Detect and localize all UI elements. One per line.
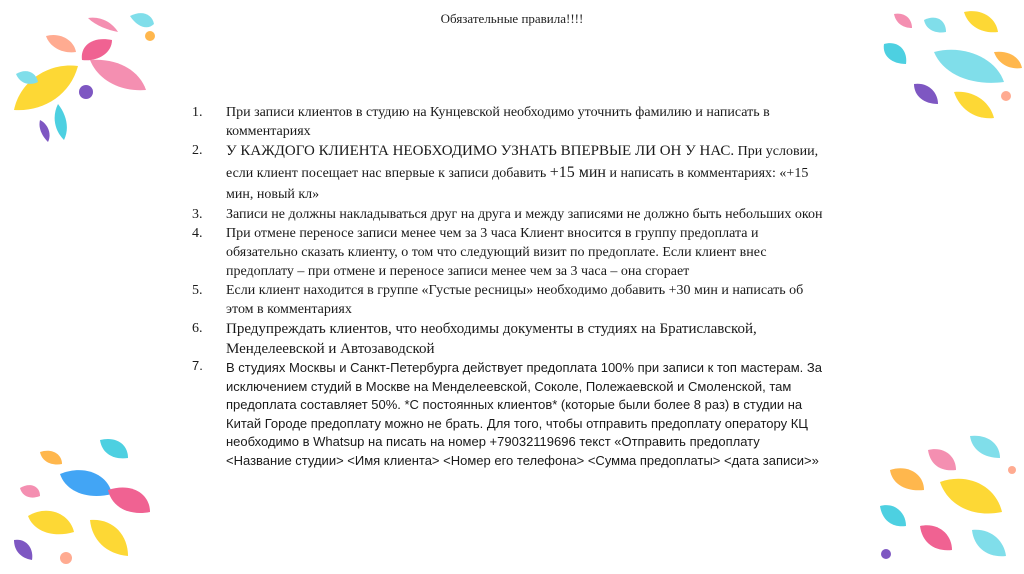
- rule-item-4: [186, 224, 826, 281]
- rules-list: [186, 103, 826, 471]
- rule-number: 5.: [192, 283, 203, 298]
- rule-item-6: [186, 319, 826, 359]
- rule-item-1: [186, 103, 826, 141]
- slide-title: Обязательные правила!!!!: [440, 11, 584, 26]
- rule-text-part-a: При условии, если клиент посещает нас впервые к записи добавить: [226, 144, 819, 181]
- rule-number: 6.: [192, 321, 203, 336]
- rule-number: 2.: [192, 143, 203, 158]
- rule-text: При отмене переносе записи менее чем за 3 часа Клиент вносится в группу предоплата и обязательно сказать клиенту, о том что следующий визит по предоплате. Если клиент внес предоплату – при отмене и переносе записи менее чем за 3 часа – она сгорает: [226, 226, 767, 279]
- confetti-decoration-bottom-left: [0, 430, 180, 574]
- rule-item-2: [186, 141, 826, 205]
- confetti-decoration-bottom-right: [860, 430, 1024, 574]
- rule-text: При записи клиентов в студию на Кунцевской необходимо уточнить фамилию и написать в комментариях: [226, 105, 770, 139]
- rule-text: [226, 141, 826, 205]
- rule-item-7: [186, 359, 826, 471]
- rule-item-5: [186, 281, 826, 319]
- rule-number: 1.: [192, 105, 203, 120]
- rule-number: 4.: [192, 226, 203, 241]
- rule-text: В студиях Москвы и Санкт-Петербурга действует предоплата 100% при записи к топ мастерам. За исключением студий в Москве на Менделеевской, Соколе, Полежаевской и Смоленской, там предоплата составляет 50%. *С постоянных клиентов* (которые были более 8 раз) в студии на Китай Городе предоплату можно не брать. Для того, чтобы отправить предоплату оператору КЦ необходимо в Whatsup на писать на номер +79032119696 текст «Отправить предоплату <Название студии> <Имя клиента> <Номер его телефона> <Сумма предоплаты> <дата записи>»: [226, 360, 822, 468]
- rule-text: Записи не должны накладываться друг на друга и между записями не должно быть небольших окон: [226, 207, 823, 222]
- rule-text-part-b: и написать в комментариях: «+15 мин, новый кл»: [226, 166, 809, 202]
- rule-text-caps: У КАЖДОГО КЛИЕНТА НЕОБХОДИМО УЗНАТЬ ВПЕРВЫЕ ЛИ ОН У НАС.: [226, 143, 735, 159]
- rule-item-3: [186, 205, 826, 224]
- rule-text: Предупреждать клиентов, что необходимы документы в студиях на Братиславской, Менделеевской и Автозаводской: [226, 321, 757, 357]
- rule-text-emphasis: +15 мин: [549, 164, 606, 181]
- rule-number: 7.: [192, 358, 203, 373]
- rule-number: 3.: [192, 207, 203, 222]
- rule-text: Если клиент находится в группе «Густые ресницы» необходимо добавить +30 мин и написать об этом в комментариях: [226, 283, 804, 317]
